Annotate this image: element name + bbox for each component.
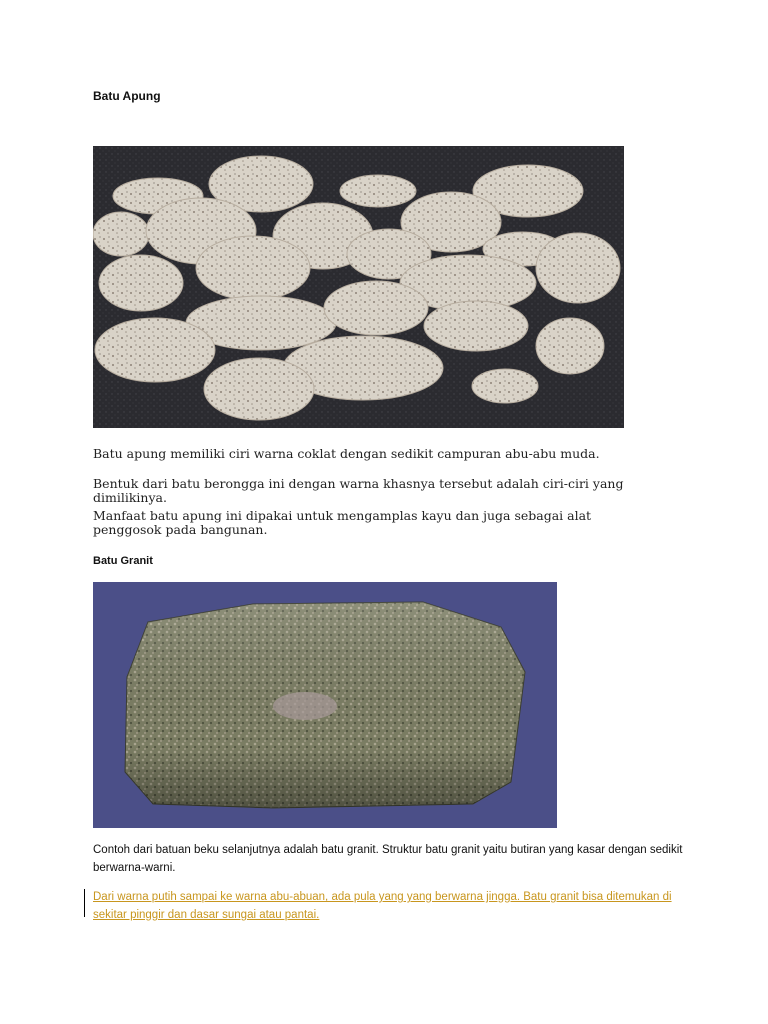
granite-link-text[interactable]: Dari warna putih sampai ke warna abu-abuan, ada pula yang yang berwarna jingga. Batu granit bisa ditemukan di sekitar pinggir dan dasar sungai atau pantai. <box>93 891 672 921</box>
pumice-paragraph-2: Bentuk dari batu berongga ini dengan warna khasnya tersebut adalah ciri-ciri yang dimilikinya. <box>93 476 624 505</box>
pumice-stones-image <box>93 146 624 428</box>
heading-batu-granit: Batu Granit <box>93 555 153 567</box>
heading-batu-apung: Batu Apung <box>93 89 161 103</box>
pumice-paragraph-1: Batu apung memiliki ciri warna coklat dengan sedikit campuran abu-abu muda. <box>93 446 600 461</box>
granite-paragraph: Contoh dari batuan beku selanjutnya adalah batu granit. Struktur batu granit yaitu butiran yang kasar dengan sedikit berwarna-warni. <box>93 844 683 874</box>
pumice-paragraph-3: Manfaat batu apung ini dipakai untuk mengamplas kayu dan juga sebagai alat penggosok pada bangunan. <box>93 508 592 537</box>
text-cursor <box>84 889 85 917</box>
granite-rock-image <box>93 582 557 828</box>
